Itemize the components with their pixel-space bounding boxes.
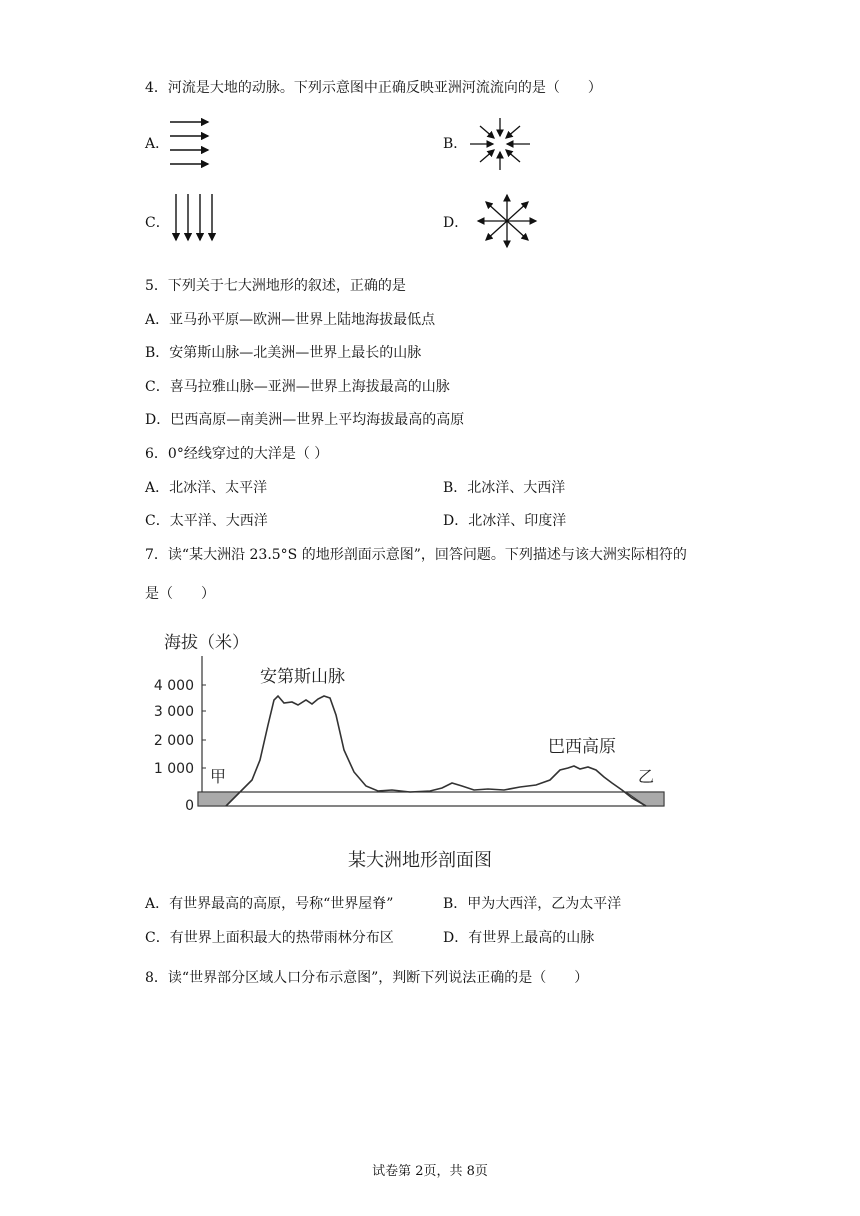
y-tick-3000: 3 000 [153, 704, 194, 720]
y-tick-1000: 1 000 [153, 761, 194, 777]
q4-option-d-label: D． [443, 215, 469, 231]
q8-stem: 8．读“世界部分区域人口分布示意图”，判断下列说法正确的是（ ） [145, 970, 589, 986]
q7-option-b: B．甲为大西洋，乙为太平洋 [443, 896, 622, 912]
q6-option-d: D．北冰洋、印度洋 [443, 513, 567, 529]
parallel-right-arrows-icon [168, 116, 212, 170]
q4-stem: 4．河流是大地的动脉。下列示意图中正确反映亚洲河流流向的是（ ） [145, 80, 602, 96]
q6-option-b: B．北冰洋、大西洋 [443, 480, 566, 496]
sea-level-bar [198, 792, 664, 806]
y-tick-4000: 4 000 [153, 678, 194, 694]
q5-stem: 5．下列关于七大洲地形的叙述，正确的是 [145, 278, 406, 294]
q4-option-a-label: A． [145, 136, 170, 152]
y-axis-label: 海拔（米） [164, 633, 249, 653]
q7-option-d: D．有世界上最高的山脉 [443, 930, 595, 946]
converging-arrows-icon [468, 116, 532, 172]
q7-option-c: C．有世界上面积最大的热带雨林分布区 [145, 930, 394, 946]
q5-option-a: A．亚马孙平原—欧洲—世界上陆地海拔最低点 [145, 312, 436, 328]
terrain-profile-chart [153, 620, 680, 880]
y-tick-0: 0 [185, 798, 194, 814]
q7-stem-line1: 7．读“某大洲沿 23.5°S 的地形剖面示意图”，回答问题。下列描述与该大洲实际相符的 [145, 547, 687, 563]
q5-option-b: B．安第斯山脉—北美洲—世界上最长的山脉 [145, 345, 422, 361]
figure-caption: 某大洲地形剖面图 [348, 850, 492, 871]
q4-option-b-label: B． [443, 136, 468, 152]
q7-option-a: A．有世界最高的高原，号称“世界屋脊” [145, 896, 394, 912]
q6-stem: 6．0°经线穿过的大洋是（ ） [145, 446, 329, 462]
radiating-arrows-icon [474, 192, 540, 250]
parallel-down-arrows-icon [170, 192, 218, 246]
q5-option-c: C．喜马拉雅山脉—亚洲—世界上海拔最高的山脉 [145, 379, 450, 395]
andes-label: 安第斯山脉 [260, 667, 345, 687]
q6-option-a: A．北冰洋、太平洋 [145, 480, 268, 496]
q4-option-c-label: C． [145, 215, 170, 231]
q6-option-c: C．太平洋、大西洋 [145, 513, 268, 529]
q5-option-d: D．巴西高原—南美洲—世界上平均海拔最高的高原 [145, 412, 465, 428]
left-end-label: 甲 [210, 767, 227, 786]
brazil-plateau-label: 巴西高原 [548, 737, 616, 757]
page-footer: 试卷第 2页，共 8页 [372, 1164, 488, 1179]
y-tick-2000: 2 000 [153, 733, 194, 749]
right-end-label: 乙 [638, 767, 655, 786]
q7-stem-line2: 是（ ） [145, 586, 215, 602]
